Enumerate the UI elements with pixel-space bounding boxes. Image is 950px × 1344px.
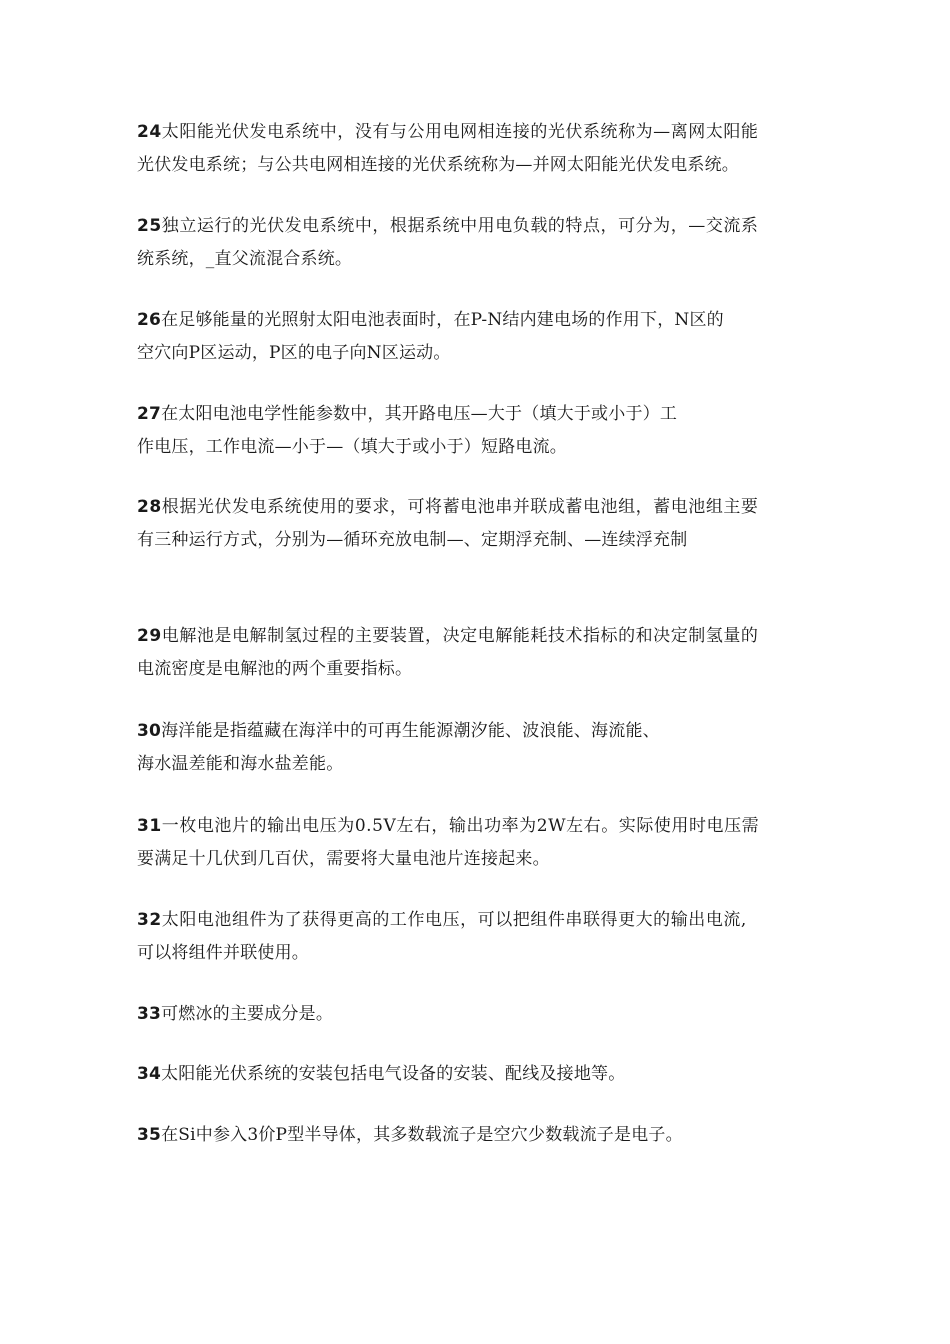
- question-text-line: 光伏发电系统；与公共电网相连接的光伏系统称为—并网太阳能光伏发电系统。: [137, 155, 739, 175]
- question-text-line: 根据光伏发电系统使用的要求，可将蓄电池串并联成蓄电池组，蓄电池组主要: [161, 497, 759, 517]
- question-text-line: 作电压，工作电流—小于—（填大于或小于）短路电流。: [137, 437, 567, 457]
- question-text-line: 有三种运行方式，分别为—循环充放电制—、定期浮充制、—连续浮充制: [137, 530, 688, 550]
- question-number: 34: [137, 1064, 162, 1084]
- question-number: 30: [137, 721, 162, 741]
- question-number: 25: [137, 216, 162, 236]
- question-25: [137, 210, 827, 276]
- question-number: 32: [137, 910, 162, 930]
- question-text-line: 太阳电池组件为了获得更高的工作电压，可以把组件串联得更大的输出电流,: [161, 910, 747, 930]
- question-number: 29: [137, 626, 162, 646]
- question-text-line: 海洋能是指蕴藏在海洋中的可再生能源潮汐能、波浪能、海流能、: [161, 721, 660, 741]
- question-text-line: 在足够能量的光照射太阳电池表面时，在P-N结内建电场的作用下，N区的: [161, 310, 724, 330]
- question-text-line: 海水温差能和海水盐差能。: [137, 754, 344, 774]
- question-text-line: 空穴向P区运动，P区的电子向N区运动。: [137, 343, 451, 363]
- question-number: 27: [137, 404, 162, 424]
- question-text-line: 电流密度是电解池的两个重要指标。: [137, 659, 413, 679]
- question-29: [137, 620, 827, 686]
- question-number: 33: [137, 1004, 162, 1024]
- question-text-line: 一枚电池片的输出电压为0.5V左右，输出功率为2W左右。实际使用时电压需: [161, 816, 760, 836]
- question-text-line: 在太阳电池电学性能参数中，其开路电压—大于（填大于或小于）工: [161, 404, 678, 424]
- question-34: [137, 1058, 827, 1091]
- question-number: 31: [137, 816, 162, 836]
- question-28: [137, 491, 827, 557]
- question-32: [137, 904, 827, 970]
- question-26: [137, 304, 827, 370]
- question-text-line: 可燃冰的主要成分是。: [161, 1004, 334, 1024]
- question-27: [137, 398, 827, 464]
- question-text-line: 独立运行的光伏发电系统中，根据系统中用电负载的特点，可分为，—交流系: [161, 216, 759, 236]
- question-24: [137, 116, 827, 182]
- question-35: [137, 1119, 827, 1152]
- question-text-line: 要满足十几伏到几百伏，需要将大量电池片连接起来。: [137, 849, 550, 869]
- question-number: 26: [137, 310, 162, 330]
- question-text-line: 可以将组件并联使用。: [137, 943, 309, 963]
- question-33: [137, 998, 827, 1031]
- question-text-line: 电解池是电解制氢过程的主要装置，决定电解能耗技术指标的和决定制氢量的: [161, 626, 759, 646]
- question-text-line: 在Si中参入3价P型半导体，其多数载流子是空穴少数载流子是电子。: [161, 1125, 683, 1145]
- question-31: [137, 810, 827, 876]
- question-text-line: 太阳能光伏系统的安装包括电气设备的安装、配线及接地等。: [161, 1064, 626, 1084]
- question-number: 35: [137, 1125, 162, 1145]
- question-number: 28: [137, 497, 162, 517]
- question-text-line: 统系统，_直父流混合系统。: [137, 249, 353, 269]
- question-number: 24: [137, 122, 162, 142]
- question-30: [137, 715, 827, 781]
- question-text-line: 太阳能光伏发电系统中，没有与公用电网相连接的光伏系统称为—离网太阳能: [161, 122, 759, 142]
